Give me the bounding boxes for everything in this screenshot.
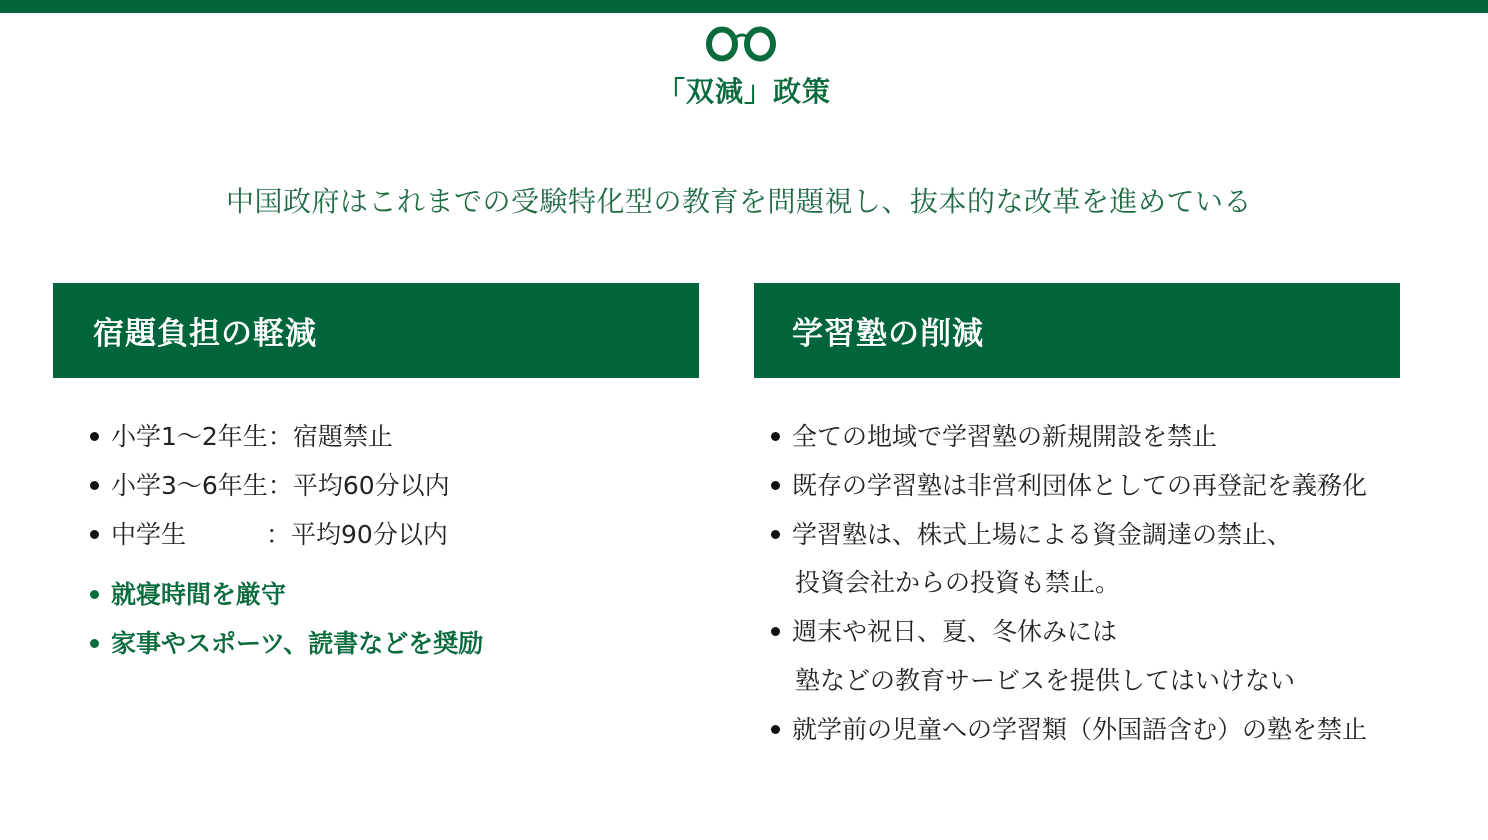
highlight-item xyxy=(90,579,286,611)
highlight-text: 就寝時間を厳守 xyxy=(111,580,287,609)
cram-school-panel-header xyxy=(754,283,1400,378)
list-item xyxy=(90,421,393,453)
bullet-icon xyxy=(771,627,780,636)
bullet-icon xyxy=(90,590,99,599)
highlight-text: 家事やスポーツ、読書などを奨励 xyxy=(111,629,484,658)
bullet-icon xyxy=(90,481,99,490)
grade-label: 小学1〜2年生 xyxy=(111,422,268,451)
list-item xyxy=(771,519,1292,551)
bullet-icon xyxy=(771,530,780,539)
slide-subtitle: 中国政府はこれまでの受験特化型の教育を問題視し、抜本的な改革を進めている xyxy=(225,185,1252,218)
bullet-icon xyxy=(771,481,780,490)
list-item xyxy=(771,714,1367,746)
grade-label: 小学3〜6年生 xyxy=(111,471,268,500)
top-accent-bar xyxy=(0,0,1488,13)
list-item xyxy=(771,470,1367,502)
list-item xyxy=(771,421,1217,453)
bullet-icon xyxy=(90,530,99,539)
cram-school-panel-title: 学習塾の削減 xyxy=(792,316,984,352)
rule-value: ：宿題禁止 xyxy=(267,422,393,451)
bullet-icon xyxy=(771,725,780,734)
bullet-icon xyxy=(90,639,99,648)
double-ring-logo-icon xyxy=(705,26,779,62)
homework-panel-title: 宿題負担の軽減 xyxy=(93,316,317,352)
list-item-continuation: 投資会社からの投資も禁止。 xyxy=(795,568,1121,597)
highlight-item xyxy=(90,628,483,660)
list-item xyxy=(771,616,1117,648)
list-item-text: 就学前の児童への学習類（外国語含む）の塾を禁止 xyxy=(792,715,1368,744)
grade-label: 中学生 xyxy=(111,520,187,549)
list-item-text: 既存の学習塾は非営利団体としての再登記を義務化 xyxy=(792,471,1368,500)
bullet-icon xyxy=(771,432,780,441)
page-title: 「双減」政策 xyxy=(656,75,831,108)
rule-value: ：平均60分以内 xyxy=(267,471,450,500)
rule-value: ：平均90分以内 xyxy=(266,520,448,549)
list-item-text: 週末や祝日、夏、冬休みには xyxy=(792,617,1118,646)
list-item-continuation: 塾などの教育サービスを提供してはいけない xyxy=(795,666,1296,695)
list-item xyxy=(90,470,450,502)
bullet-icon xyxy=(90,432,99,441)
list-item-text: 全ての地域で学習塾の新規開設を禁止 xyxy=(792,422,1218,451)
homework-panel-header xyxy=(53,283,699,378)
list-item xyxy=(90,519,448,551)
list-item-text: 学習塾は、株式上場による資金調達の禁止、 xyxy=(792,520,1293,549)
